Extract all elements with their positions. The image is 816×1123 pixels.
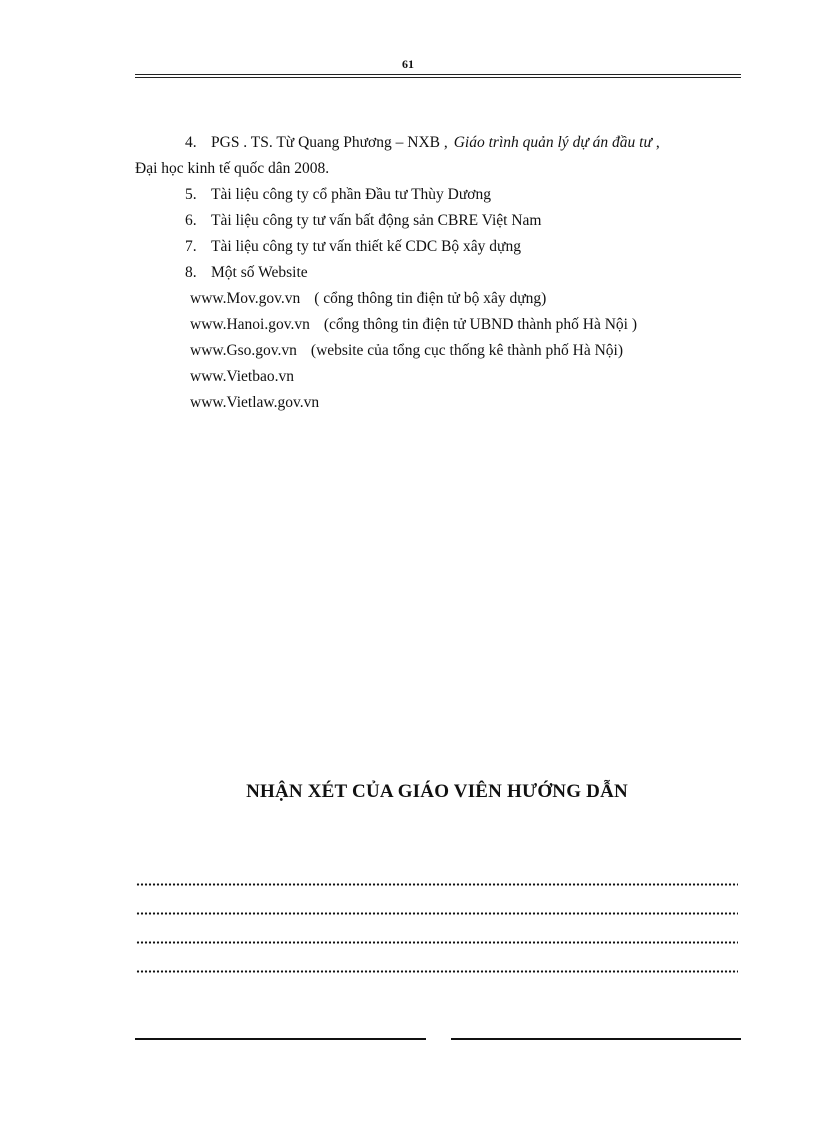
reference-number: 8. <box>185 264 197 281</box>
page-number: 61 <box>402 57 414 71</box>
website-url[interactable]: www.Vietlaw.gov.vn <box>190 394 320 411</box>
website-url[interactable]: www.Mov.gov.vn <box>190 290 301 307</box>
header-rule <box>135 74 741 78</box>
website-description: ( cổng thông tin điện tử bộ xây dựng) <box>314 290 547 307</box>
website-url[interactable]: www.Hanoi.gov.vn <box>190 316 310 333</box>
reference-book-title: Giáo trình quản lý dự án đầu tư <box>453 134 652 151</box>
signature-line-left <box>135 1038 426 1040</box>
website-item <box>190 341 623 361</box>
website-item <box>190 315 637 335</box>
website-description: (website của tổng cục thống kê thành phố Hà Nội) <box>310 342 623 359</box>
reference-number: 4. <box>185 134 197 151</box>
comment-dotted-line <box>136 883 738 886</box>
website-item <box>190 367 294 387</box>
website-url[interactable]: www.Gso.gov.vn <box>190 342 297 359</box>
comment-section-title: NHẬN XÉT CỦA GIÁO VIÊN HƯỚNG DẪN <box>246 781 628 802</box>
website-item <box>190 289 546 309</box>
reference-item-4-continuation: Đại học kinh tế quốc dân 2008. <box>135 160 330 177</box>
reference-comma: , <box>655 134 660 151</box>
signature-line-right <box>451 1038 741 1040</box>
comment-dotted-line <box>136 912 738 915</box>
reference-item-6 <box>185 211 541 231</box>
reference-number: 7. <box>185 238 197 255</box>
website-item <box>190 393 319 413</box>
comment-dotted-line <box>136 941 738 944</box>
website-url[interactable]: www.Vietbao.vn <box>190 368 294 385</box>
reference-item-4 <box>185 133 660 153</box>
reference-number: 5. <box>185 186 197 203</box>
reference-item-8 <box>185 263 308 283</box>
reference-text: Một số Website <box>211 264 308 281</box>
website-description: (cổng thông tin điện tử UBND thành phố Hà Nội ) <box>323 316 638 333</box>
reference-text: Tài liệu công ty tư vấn bất động sản CBRE Việt Nam <box>211 212 542 229</box>
reference-item-7 <box>185 237 521 257</box>
reference-item-5 <box>185 185 491 205</box>
reference-text: PGS . TS. Từ Quang Phương – NXB , <box>211 134 448 151</box>
reference-text: Tài liệu công ty tư vấn thiết kế CDC Bộ xây dựng <box>211 238 521 255</box>
comment-dotted-line <box>136 970 738 973</box>
reference-number: 6. <box>185 212 197 229</box>
reference-text: Tài liệu công ty cổ phần Đầu tư Thùy Dương <box>211 186 491 203</box>
